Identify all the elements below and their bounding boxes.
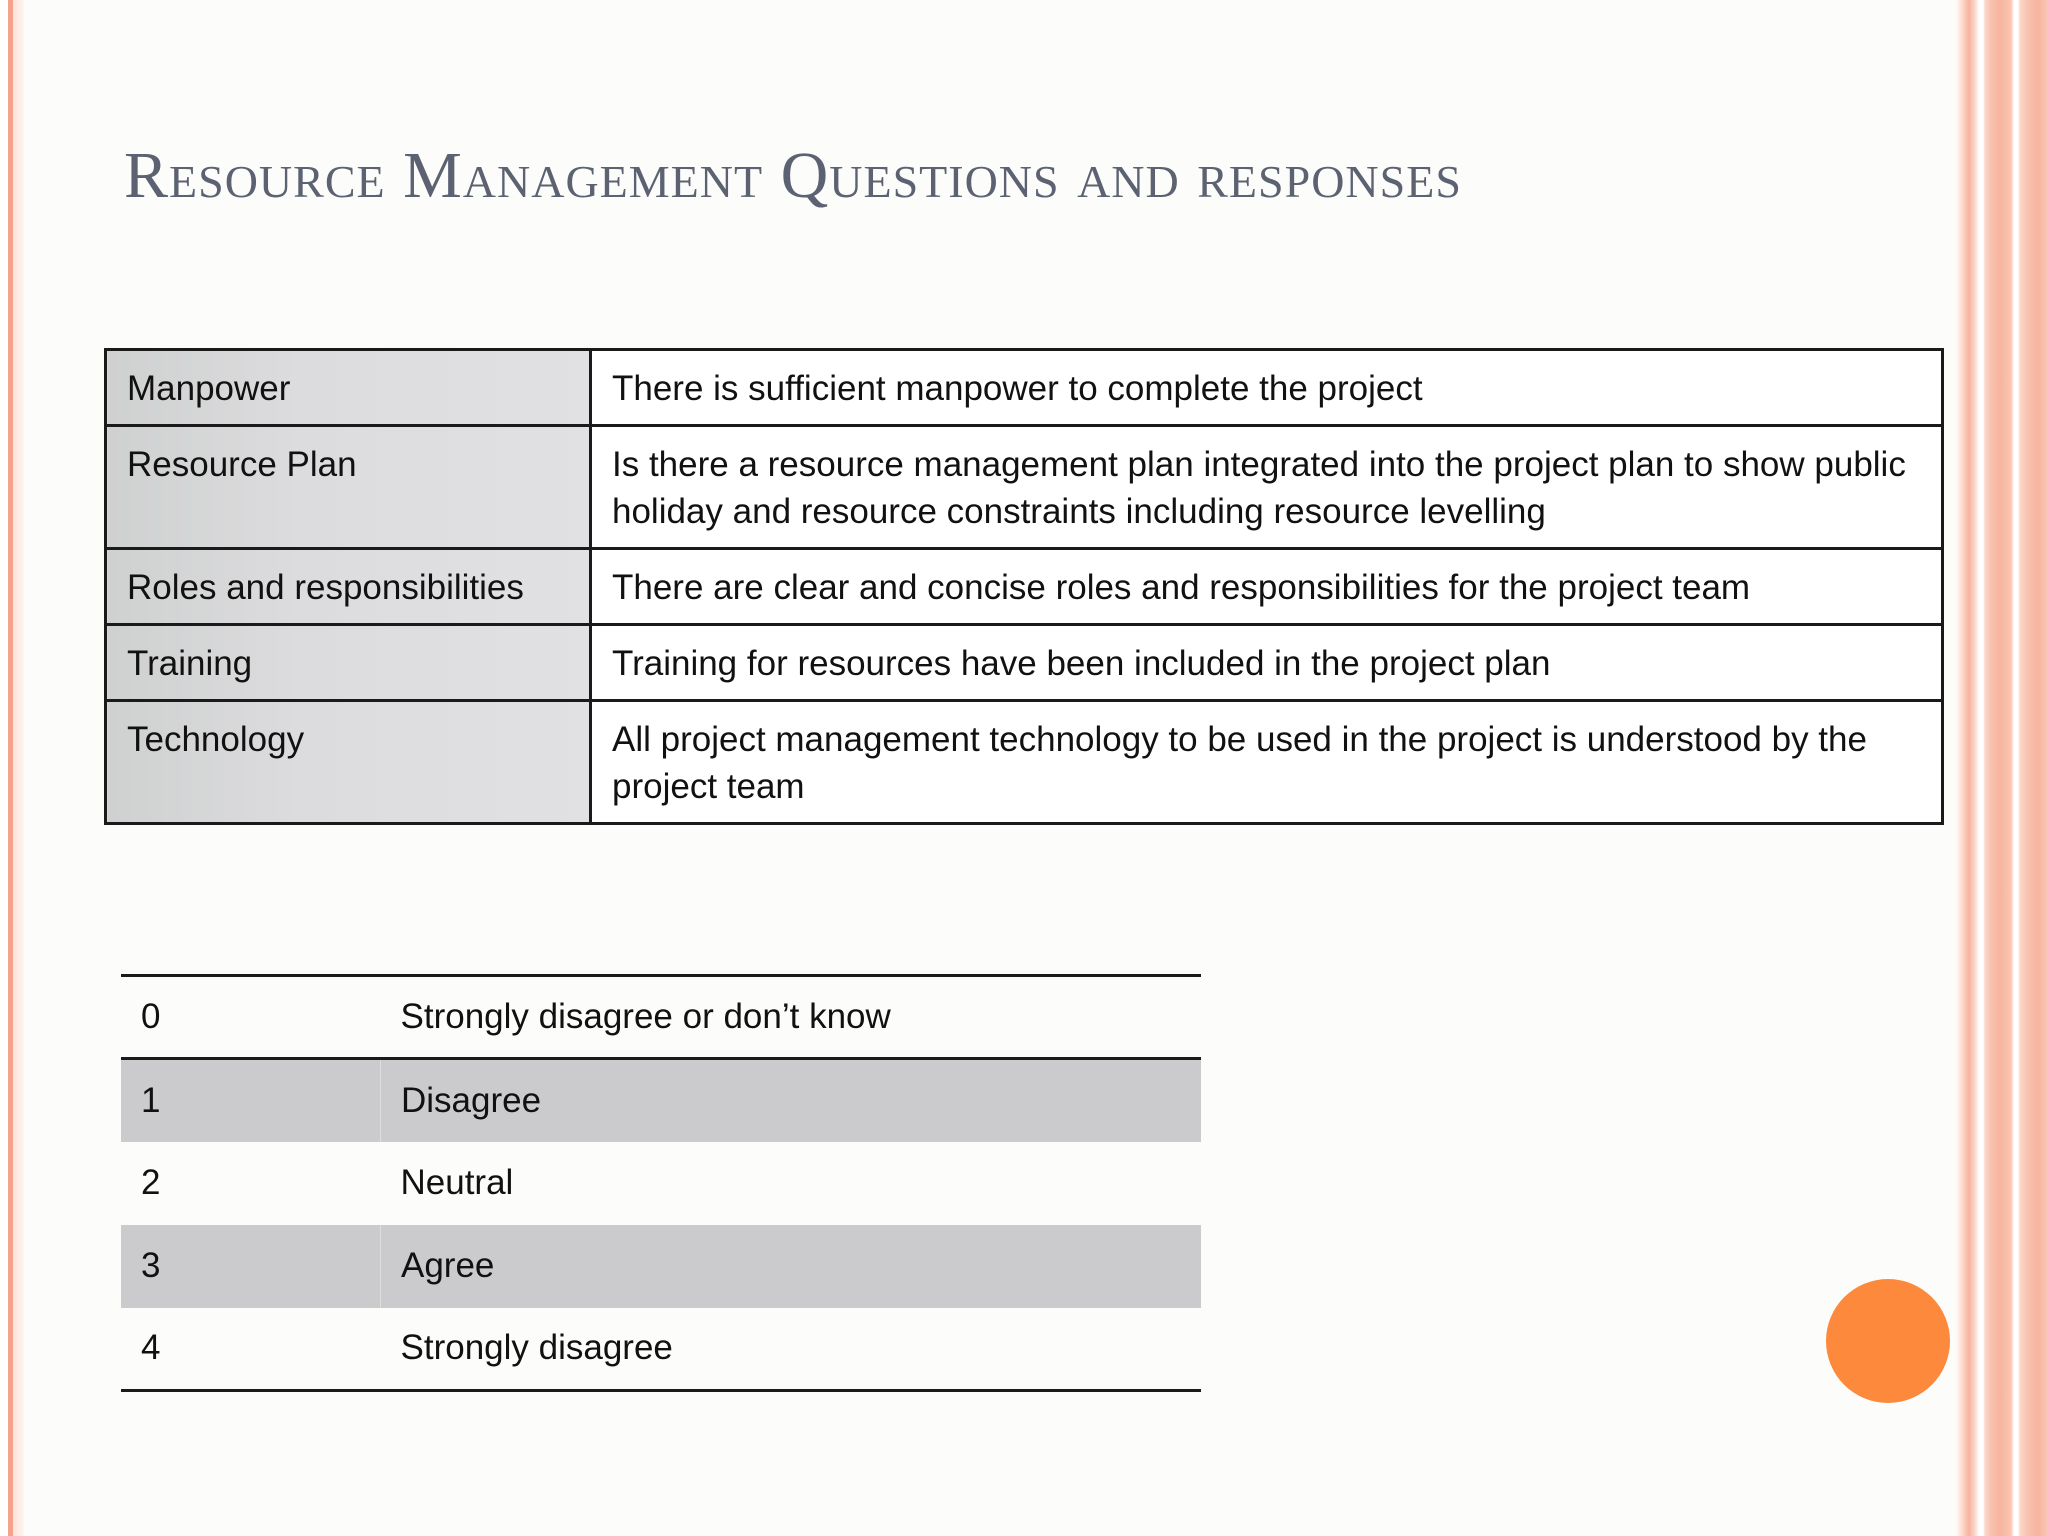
question-text: Is there a resource management plan integrated into the project plan to show public holiday and resource constraints including resource levelling <box>591 426 1943 549</box>
scale-row <box>121 1142 1201 1225</box>
scale-label: Strongly disagree <box>381 1308 1202 1391</box>
right-border-decoration <box>1956 0 2048 1536</box>
slide-title: Resource Management Questions and responses <box>124 139 1462 212</box>
scale-row <box>121 1059 1201 1142</box>
table-row <box>106 625 1943 701</box>
scale-row <box>121 1225 1201 1308</box>
orange-circle-decoration <box>1826 1279 1950 1403</box>
scale-score: 3 <box>121 1225 381 1308</box>
questions-table <box>104 348 1944 825</box>
question-text: Training for resources have been included in the project plan <box>591 625 1943 701</box>
table-row <box>106 350 1943 426</box>
table-row <box>106 701 1943 824</box>
scale-score: 4 <box>121 1308 381 1391</box>
scale-row <box>121 1308 1201 1391</box>
table-row <box>106 426 1943 549</box>
scale-label: Agree <box>381 1225 1202 1308</box>
question-area: Roles and responsibilities <box>106 549 591 625</box>
question-area: Manpower <box>106 350 591 426</box>
scale-label: Disagree <box>381 1059 1202 1142</box>
table-row <box>106 549 1943 625</box>
scale-label: Strongly disagree or don’t know <box>381 976 1202 1059</box>
question-text: There is sufficient manpower to complete the project <box>591 350 1943 426</box>
response-scale-table <box>121 974 1201 1392</box>
question-text: All project management technology to be used in the project is understood by the project team <box>591 701 1943 824</box>
scale-score: 0 <box>121 976 381 1059</box>
question-text: There are clear and concise roles and responsibilities for the project team <box>591 549 1943 625</box>
scale-row <box>121 976 1201 1059</box>
question-area: Training <box>106 625 591 701</box>
scale-score: 1 <box>121 1059 381 1142</box>
question-area: Resource Plan <box>106 426 591 549</box>
left-border-decoration <box>0 0 24 1536</box>
scale-score: 2 <box>141 1163 161 1202</box>
question-area: Technology <box>106 701 591 824</box>
scale-label: Neutral <box>400 1163 514 1202</box>
